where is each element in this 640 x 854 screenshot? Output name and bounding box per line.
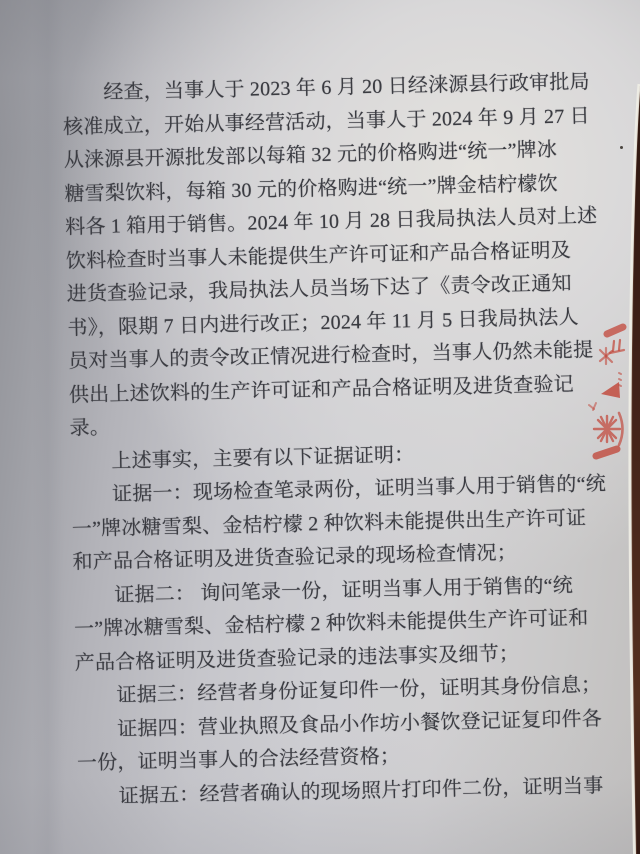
document-line: 产品合格证明及进货查验记录的违法事实及细节；: [74, 642, 520, 675]
document-line: 证据三：经营者身份证复印件一份，证明其身份信息；: [116, 674, 602, 707]
document-line: 供出上述饮料的生产许可证和产品合格证明及进货查验记: [68, 373, 575, 407]
document-line: 录。: [69, 416, 111, 440]
document-line: 进货查验记录，我局执法人员当场下达了《责令改正通知: [66, 272, 572, 306]
document-line: 糖雪梨饮料，每箱 30 元的价格购进“统一”牌金桔柠檬饮: [64, 172, 559, 206]
document-line: 和产品合格证明及进货查验记录的现场检查情况；: [72, 541, 518, 574]
document-line: 饮料检查时当事人未能提供生产许可证和产品合格证明及: [65, 239, 572, 273]
document-line: 料各 1 箱用于销售。2024 年 10 月 28 日我局执法人员对上述: [65, 205, 598, 239]
paper-speck: [620, 146, 623, 149]
document-line: 经查，当事人于 2023 年 6 月 20 日经涞源县行政审批局: [103, 71, 590, 104]
document-line: 上述事实，主要有以下证据证明：: [111, 443, 415, 473]
document-line: 证据五：经营者确认的现场照片打印件二份，证明当事: [118, 774, 604, 808]
document-line: 从涞源县开源批发部以每箱 32 元的价格购进“统一”牌冰: [63, 138, 558, 172]
document-line: 一”牌冰糖雪梨、金桔柠檬 2 种饮料未能提供生产许可证和: [73, 607, 589, 641]
document-line: 员对当事人的责令改正情况进行检查时，当事人仍然未能提: [67, 339, 594, 373]
document-line: 核准成立，开始从事经营活动，当事人于 2024 年 9 月 27 日: [62, 104, 591, 139]
document-line: 书》，限期 7 日内进行改正；2024 年 11 月 5 日我局执法人: [67, 305, 579, 340]
document-line: 一”牌冰糖雪梨、金桔柠檬 2 种饮料未能提供出生产许可证: [71, 506, 587, 541]
document-line: 证据二： 询问笔录一份，证明当事人用于销售的“统: [114, 574, 574, 607]
document-line: 一份，证明当事人的合法经营资格；: [76, 745, 401, 775]
document-line: 证据四：营业执照及食品小作坊小餐饮登记证复印件各: [117, 707, 603, 741]
document-line: 证据一：现场检查笔录两份，证明当事人用于销售的“统: [111, 472, 607, 506]
document-body-text: [62, 67, 607, 815]
